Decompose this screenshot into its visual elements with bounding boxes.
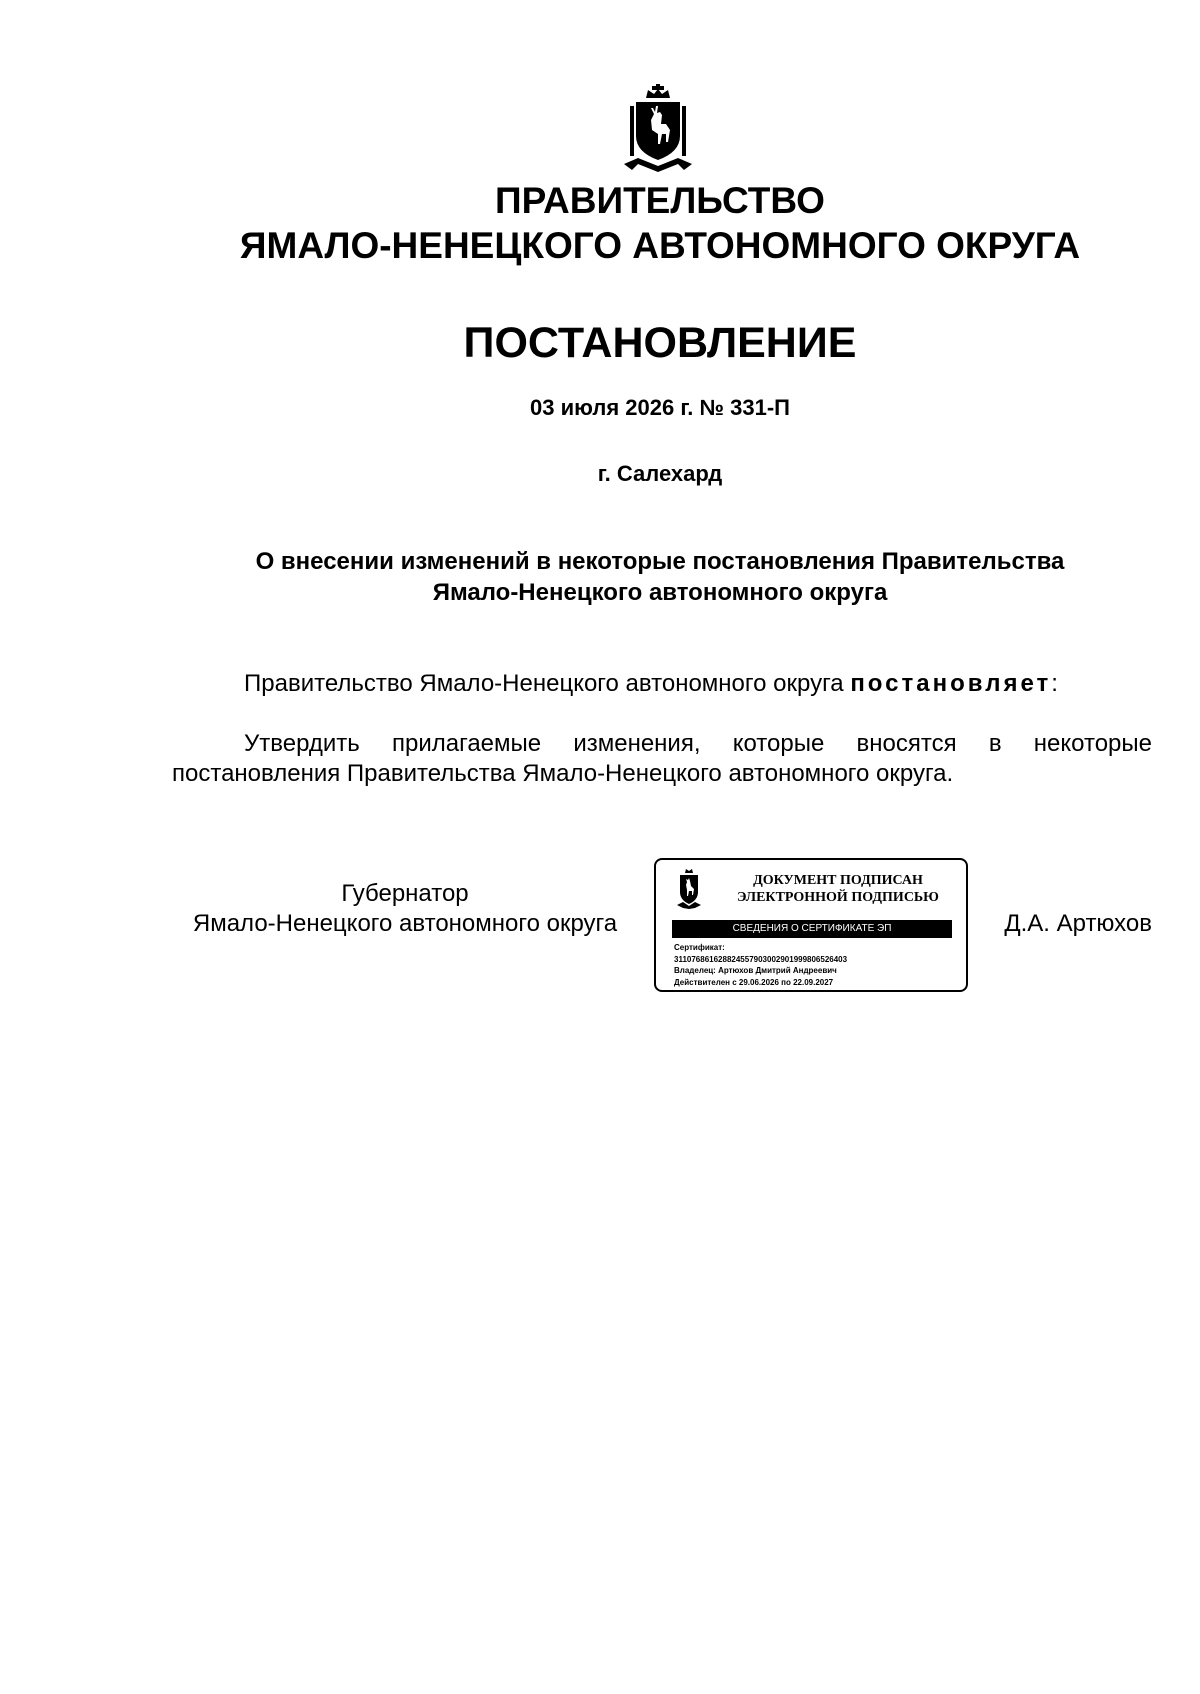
document-subject [160,546,1160,608]
government-title-line2: ЯМАЛО-НЕНЕЦКОГО АВТОНОМНОГО ОКРУГА [239,225,1081,266]
signatory-position [160,879,650,939]
signatory-name: Д.А. Артюхов [1004,910,1152,937]
signatory-position-line2: Ямало-Ненецкого автономного округа [192,910,618,937]
stamp-coat-of-arms-icon [676,868,702,910]
resolution-preamble [172,669,1152,699]
electronic-signature-stamp [654,858,968,992]
city: г. Салехард [597,461,723,486]
subject-line1: О внесении изменений в некоторые постановления Правительства [255,548,1065,575]
certificate-owner: Владелец: Артюхов Дмитрий Андреевич [674,966,837,975]
resolution-text: Утвердить прилагаемые изменения, которые вносятся в некоторые постановления Правительства Ямало-Ненецкого автономного округа. [172,730,1152,787]
government-title [100,178,1200,268]
stamp-title-line1: ДОКУМЕНТ ПОДПИСАН [753,873,923,888]
certificate-label: Сертификат: [674,943,725,952]
certificate-info-bar: СВЕДЕНИЯ О СЕРТИФИКАТЕ ЭП [672,920,952,938]
document-type: ПОСТАНОВЛЕНИЕ [463,319,857,367]
date-and-number: 03 июля 2026 г. № 331-П [530,395,790,420]
stamp-title [720,872,956,906]
government-title-line1: ПРАВИТЕЛЬСТВО [495,180,825,221]
preamble-text: Правительство Ямало-Ненецкого автономного округа [244,670,851,697]
subject-line2: Ямало-Ненецкого автономного округа [432,579,888,606]
stamp-title-line2: ЭЛЕКТРОННОЙ ПОДПИСЬЮ [737,890,939,905]
certificate-number: 311076861628824557903002901999806526403 [674,954,848,964]
preamble-colon: : [1051,670,1058,697]
preamble-emphasis: постановляет [850,670,1052,697]
certificate-details [674,942,960,988]
coat-of-arms-icon [618,84,698,176]
certificate-validity: Действителен с 29.06.2026 по 22.09.2027 [674,977,834,987]
signatory-position-line1: Губернатор [341,880,469,907]
